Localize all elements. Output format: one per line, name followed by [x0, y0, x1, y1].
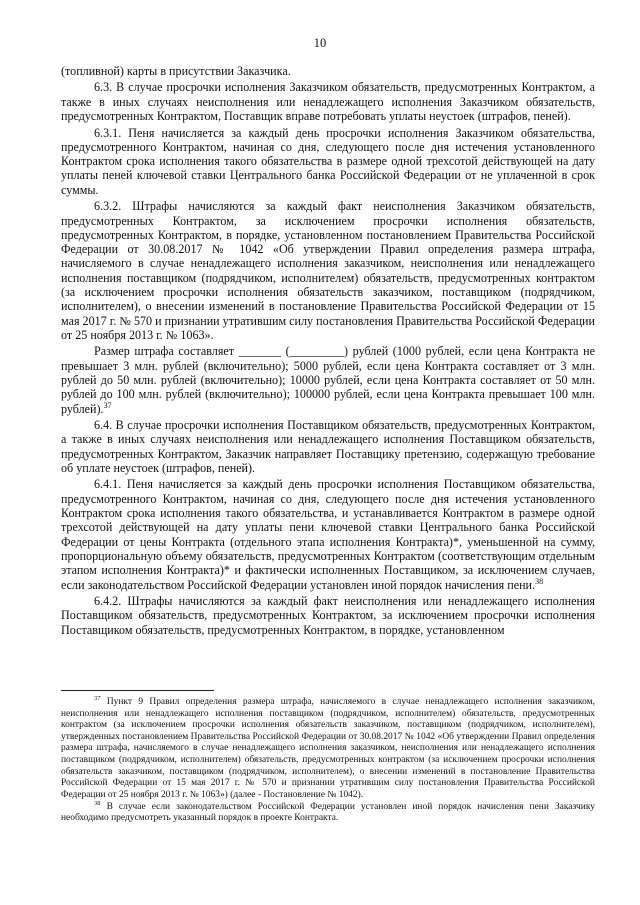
- paragraph-text: 6.4.1. Пеня начисляется за каждый день просрочки исполнения Поставщиком обязательства, предусмотренного Контрактом, начиная со дня, следующего после дня истечения установленного Контрактом срока исполнения такого обязательства, и устанавливается Контрактом в размере одной трехсотой действующей на дату уплаты пени ключевой ставки Центрального банка Российской Федерации от цены Контракта (отдельного этапа исполнения Контракта)*, уменьшенной на сумму, пропорциональную объему обязательств, предусмотренных Контрактом (соответствующим отдельным этапом исполнения Контракта)* и фактически исполненных Поставщиком, за исключением случаев, если законодательством Российской Федерации установлен иной порядок начисления пени.: [61, 477, 595, 592]
- page-number: 10: [313, 36, 327, 50]
- paragraph-continuation: [61, 64, 595, 78]
- paragraph-text: 6.3.1. Пеня начисляется за каждый день просрочки исполнения Заказчиком обязательства, предусмотренного Контрактом, начиная со дня, следующего после дня истечения установленного Контрактом срока исполнения такого обязательства в размере одной трехсотой действующей на дату уплаты пеней ключевой ставки Центрального банка Российской Федерации от не уплаченной в срок суммы.: [61, 125, 595, 197]
- paragraph-text: 6.4. В случае просрочки исполнения Поставщиком обязательств, предусмотренных Контрактом, а также в иных случаях неисполнения или ненадлежащего исполнения Поставщиком обязательств, предусмотренных Контрактом, Заказчик направляет Поставщику претензию, содержащую требование об уплате неустоек (штрафов, пеней).: [61, 418, 595, 475]
- document-body: [61, 64, 595, 639]
- paragraph-text: 6.4.2. Штрафы начисляются за каждый факт неисполнения или ненадлежащего исполнения Поставщиком обязательств, предусмотренных Контрактом, за исключением просрочки исполнения Поставщиком обязательств, предусмотренных Контрактом, в порядке, установленном: [61, 594, 595, 637]
- paragraph-6-3: [61, 80, 595, 123]
- footnote-37: [61, 694, 596, 801]
- footnote-mark: 37: [94, 694, 101, 702]
- paragraph-text: (топливной) карты в присутствии Заказчика.: [61, 64, 291, 78]
- paragraph-6-4: [61, 418, 595, 475]
- footnote-text: Пункт 9 Правил определения размера штрафа, начисляемого в случае ненадлежащего исполнения заказчиком, неисполнения или ненадлежащего исполнения поставщиком (подрядчиком, исполнителем) обязательств, предусмотренных контрактом (за исключением просрочки исполнения обязательств заказчиком, поставщиком (подрядчиком, исполнителем), утвержденных постановлением Правительства Российской Федерации от 30.08.2017 № 1042 «Об утверждении Правил определения размера штрафа, начисляемого в случае ненадлежащего исполнения заказчиком, неисполнения или ненадлежащего исполнения поставщиком (подрядчиком, исполнителем) обязательств, предусмотренных контрактом (за исключением просрочки исполнения обязательств заказчиком, поставщиком (подрядчиком, исполнителем), о внесении изменений в постановление Правительства Российской Федерации от 15 мая 2017 г. № 570 и признании утратившим силу постановления Правительства Российской Федерации от 25 ноября 2013 г. № 1063») (далее - Постановление № 1042).: [61, 697, 596, 800]
- footnote-38: [61, 799, 595, 825]
- footnote-separator: [61, 690, 214, 691]
- paragraph-text: 6.3.2. Штрафы начисляются за каждый факт неисполнения Заказчиком обязательств, предусмотренных Контрактом, за исключением просрочки исполнения обязательств, предусмотренных Контрактом, в порядке, установленном постановлением Правительства Российской Федерации от 30.08.2017 № 1042 «Об утверждении Правил определения размера штрафа, начисляемого в случае ненадлежащего исполнения заказчиком, неисполнения или ненадлежащего исполнения поставщиком (подрядчиком, исполнителем) обязательств, предусмотренных контрактом (за исключением просрочки исполнения обязательств заказчиком, поставщиком (подрядчиком, исполнителем), о внесении изменений в постановление Правительства Российской Федерации от 15 мая 2017 г. № 570 и признании утратившим силу постановления Правительства Российской Федерации от 25 ноября 2013 г. № 1063».: [61, 199, 595, 342]
- footnote-text: В случае если законодательством Российской Федерации установлен иной порядок начисления пени Заказчику необходимо предусмотреть указанный порядок в проекте Контракта.: [61, 801, 595, 824]
- paragraph-6-3-2: [61, 199, 595, 342]
- paragraph-6-4-2: [61, 594, 595, 637]
- footnotes: [61, 694, 596, 826]
- paragraph-fine-amount: [61, 344, 595, 415]
- footnote-ref-37[interactable]: 37: [103, 400, 112, 410]
- footnote-ref-38[interactable]: 38: [535, 576, 544, 586]
- paragraph-6-3-1: [61, 126, 595, 197]
- paragraph-6-4-1: [61, 477, 595, 591]
- footnote-mark: 38: [94, 799, 101, 807]
- paragraph-text: Размер штрафа составляет _______ (_________) рублей (1000 рублей, если цена Контракта не превышает 3 млн. рублей (включительно); 5000 рублей, если цена Контракта составляет от 3 млн. рублей до 50 млн. рублей (включительно); 10000 рублей, если цена Контракта составляет от 50 млн. рублей до 100 млн. рублей (включительно); 100000 рублей, если цена Контракта превышает 100 млн. рублей).: [61, 344, 595, 416]
- paragraph-text: 6.3. В случае просрочки исполнения Заказчиком обязательств, предусмотренных Контрактом, а также в иных случаях неисполнения или ненадлежащего исполнения Заказчиком обязательств, предусмотренных Контрактом, Поставщик вправе потребовать уплаты неустоек (штрафов, пеней).: [61, 80, 595, 124]
